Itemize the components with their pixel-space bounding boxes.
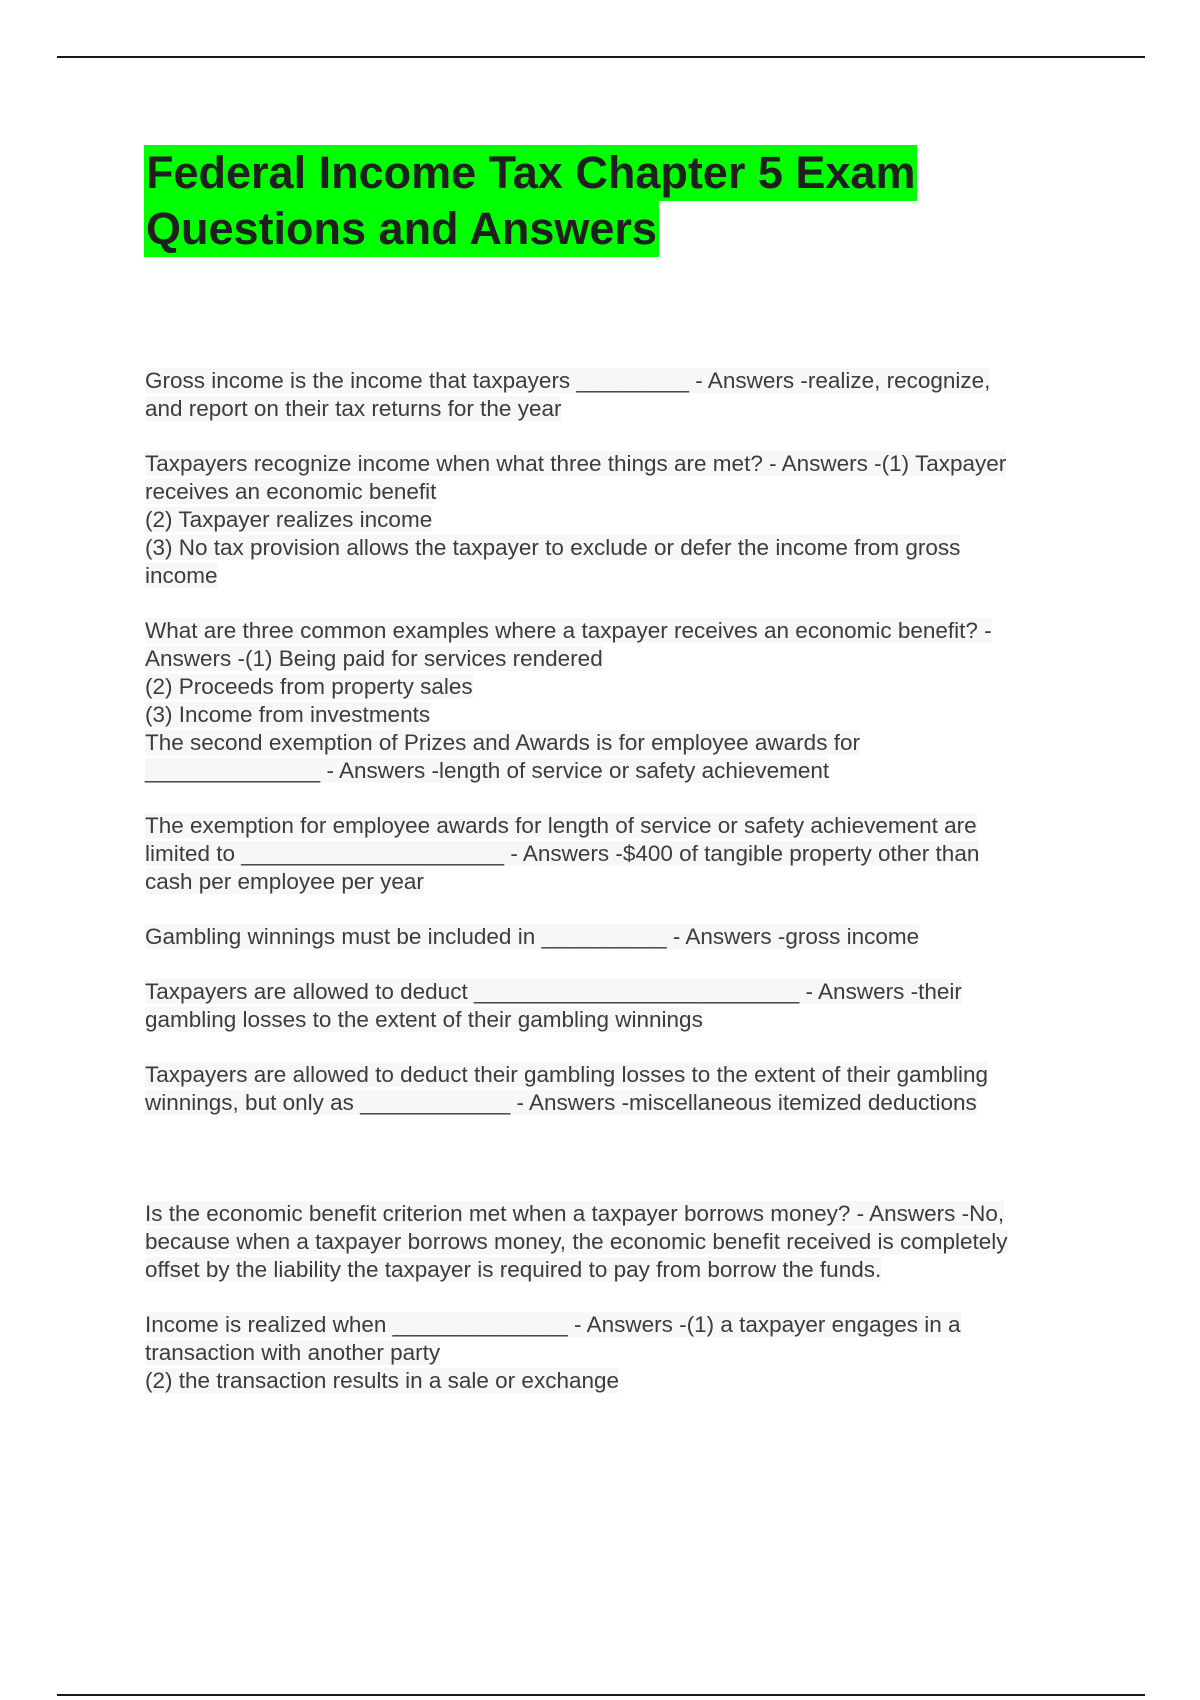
qa-text-line: (2) Proceeds from property sales [145, 674, 473, 699]
qa-list [145, 367, 1085, 1422]
qa-text-line: because when a taxpayer borrows money, the economic benefit received is completely [145, 1229, 1008, 1254]
title-line-2: Questions and Answers [144, 201, 659, 257]
qa-text-line: Answers -(1) Being paid for services rendered [145, 646, 603, 671]
qa-item [145, 812, 1085, 896]
qa-text-line: offset by the liability the taxpayer is required to pay from borrow the funds. [145, 1257, 882, 1282]
qa-item [145, 1311, 1085, 1395]
qa-text-line: Gross income is the income that taxpayers _________ - Answers -realize, recognize, [145, 368, 991, 393]
qa-item [145, 367, 1085, 423]
qa-text-line: Is the economic benefit criterion met when a taxpayer borrows money? - Answers -No, [145, 1201, 1005, 1226]
qa-text-line: ______________ - Answers -length of service or safety achievement [145, 758, 830, 783]
top-divider [57, 56, 1145, 58]
qa-text-line: Income is realized when ______________ - Answers -(1) a taxpayer engages in a [145, 1312, 961, 1337]
qa-text-line: (2) Taxpayer realizes income [145, 507, 433, 532]
qa-text-line: cash per employee per year [145, 869, 424, 894]
qa-text-line: (2) the transaction results in a sale or exchange [145, 1368, 620, 1393]
qa-text-line: transaction with another party [145, 1340, 441, 1365]
title-line-1: Federal Income Tax Chapter 5 Exam [144, 145, 917, 201]
qa-text-line: The second exemption of Prizes and Awards is for employee awards for [145, 730, 860, 755]
bottom-divider [57, 1694, 1145, 1696]
qa-text-line: limited to _____________________ - Answers -$400 of tangible property other than [145, 841, 980, 866]
qa-text-line: income [145, 563, 218, 588]
qa-text-line: The exemption for employee awards for length of service or safety achievement are [145, 813, 977, 838]
qa-text-line: (3) Income from investments [145, 702, 431, 727]
qa-text-line: winnings, but only as ____________ - Answers -miscellaneous itemized deductions [145, 1090, 977, 1115]
qa-text-line: and report on their tax returns for the year [145, 396, 562, 421]
qa-text-line: Gambling winnings must be included in __________ - Answers -gross income [145, 924, 920, 949]
qa-text-line: gambling losses to the extent of their gambling winnings [145, 1007, 703, 1032]
qa-item [145, 978, 1085, 1034]
qa-text-line: (3) No tax provision allows the taxpayer to exclude or defer the income from gross [145, 535, 961, 560]
qa-item [145, 617, 1085, 729]
qa-text-line: receives an economic benefit [145, 479, 437, 504]
qa-item [145, 1200, 1085, 1284]
qa-item [145, 923, 1085, 951]
qa-text-line: What are three common examples where a taxpayer receives an economic benefit? - [145, 618, 992, 643]
qa-text-line: Taxpayers are allowed to deduct __________________________ - Answers -their [145, 979, 962, 1004]
qa-text-line: Taxpayers are allowed to deduct their gambling losses to the extent of their gambling [145, 1062, 988, 1087]
qa-item [145, 450, 1085, 590]
document-title [144, 145, 1044, 257]
qa-text-line: Taxpayers recognize income when what three things are met? - Answers -(1) Taxpayer [145, 451, 1007, 476]
qa-item [145, 729, 1085, 785]
qa-item [145, 1061, 1085, 1117]
